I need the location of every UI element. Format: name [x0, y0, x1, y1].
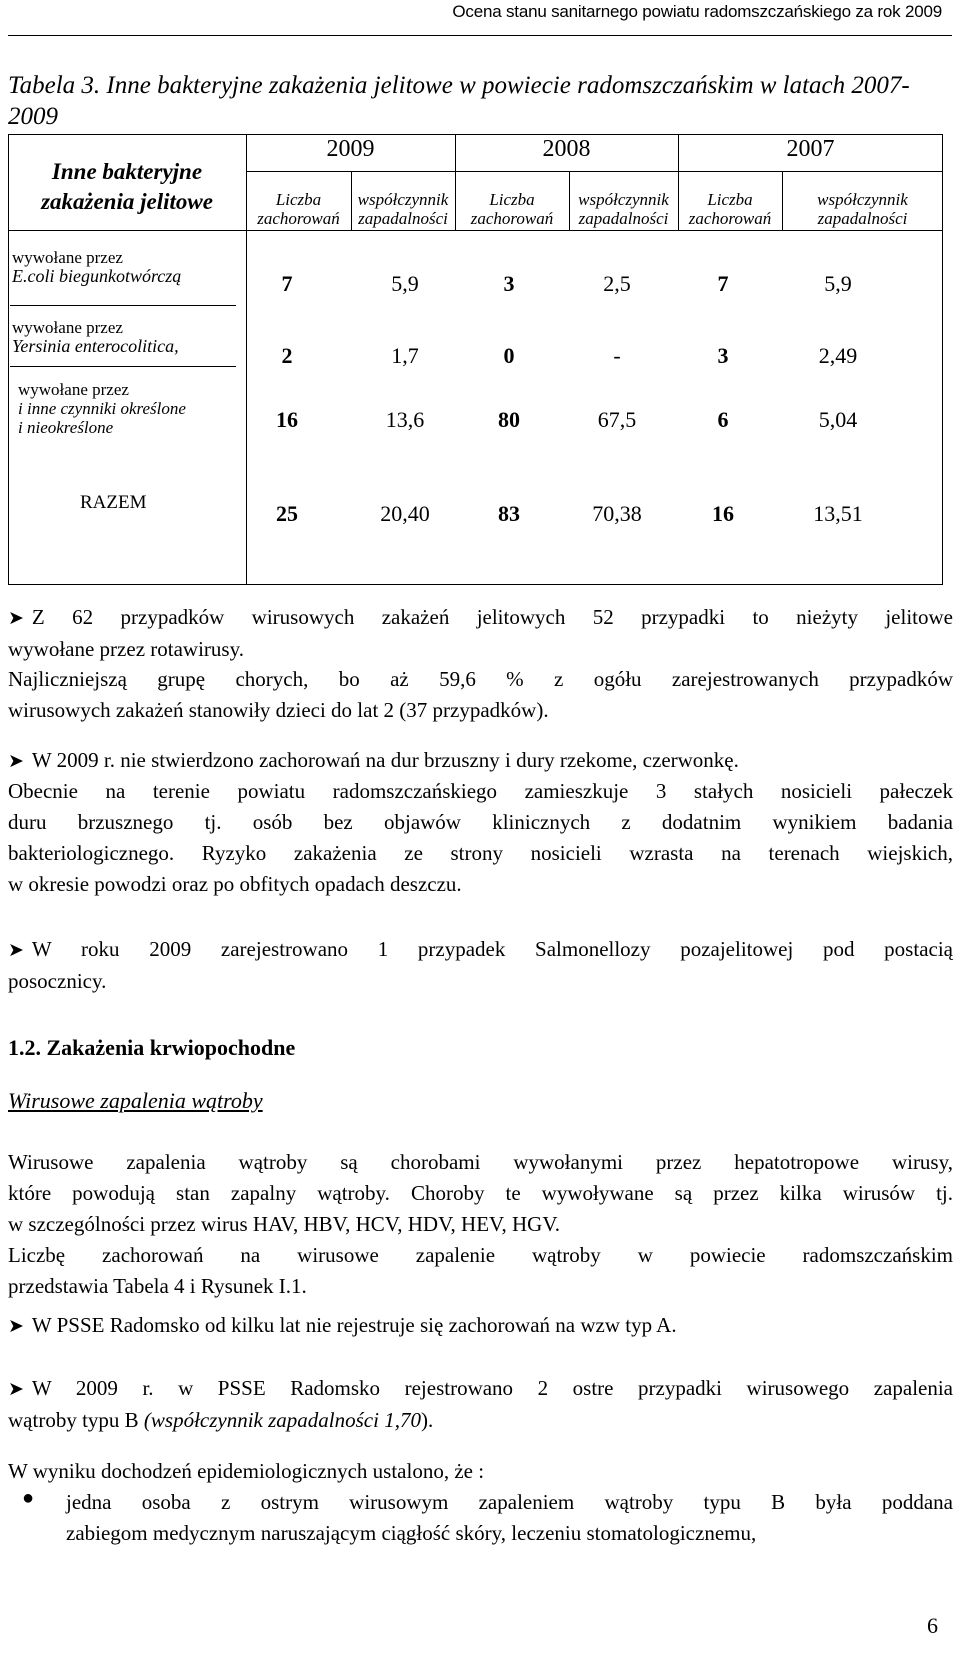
cell-value: 0: [503, 343, 515, 368]
arrow-bullet-icon: ➤: [8, 751, 24, 772]
section-heading: 1.2. Zakażenia krwiopochodne: [8, 1035, 296, 1060]
row-label-line: i inne czynniki określone: [18, 399, 186, 418]
text-line: jedna osoba z ostrym wirusowym zapaleniem wątroby typu B była poddana: [66, 1490, 953, 1514]
arrow-bullet-icon: ➤: [8, 940, 24, 961]
text-line: Liczbę zachorowań na wirusowe zapalenie wątroby w powiecie radomszczańskim: [8, 1243, 953, 1267]
col-header-line: Liczba: [707, 190, 753, 209]
arrow-bullet-icon: ➤: [8, 608, 24, 629]
row-label-line: wywołane przez: [18, 380, 129, 399]
text-line: bakteriologicznego. Ryzyko zakażenia ze strony nosicieli wzrasta na terenach wiejskich,: [8, 841, 953, 865]
row-label-razem: RAZEM: [80, 492, 147, 513]
cell-value: 5,9: [824, 271, 852, 296]
cell-value: 13,51: [813, 501, 863, 526]
col-header-liczba: [246, 190, 351, 228]
text-segment: ).: [420, 1408, 434, 1432]
bullet-item: [66, 1487, 953, 1549]
text-line: przedstawia Tabela 4 i Rysunek I.1.: [8, 1274, 307, 1298]
cell-value: 70,38: [592, 501, 642, 526]
cell-value: 67,5: [597, 407, 637, 432]
text-line: wywołane przez rotawirusy.: [8, 637, 244, 661]
paragraph-dur: [8, 745, 953, 777]
paragraph-rotawirusy: [8, 602, 953, 665]
paragraph-salmonelloza: [8, 934, 953, 997]
col-header-wspolczynnik: [782, 190, 943, 228]
col-header-line: współczynnik: [817, 190, 908, 209]
cell-value: 2,5: [603, 271, 631, 296]
cell-value: 16: [276, 407, 298, 432]
text-line: W PSSE Radomsko od kilku lat nie rejestruje się zachorowań na wzw typ A.: [31, 1313, 677, 1337]
paragraph-typ-a: [8, 1310, 953, 1342]
row-label-line: wywołane przez: [12, 318, 123, 337]
row-label-line: E.coli biegunkotwórczą: [12, 266, 182, 286]
cell-value: 5,04: [818, 407, 858, 432]
text-line: W 2009 r. nie stwierdzono zachorowań na dur brzuszny i dury rzekome, czerwonkę.: [31, 748, 739, 772]
text-line: zabiegom medycznym naruszającym ciągłość skóry, leczeniu stomatologicznemu,: [66, 1521, 757, 1545]
cell-value: 3: [503, 271, 515, 296]
running-header: Ocena stanu sanitarnego powiatu radomszczańskiego za rok 2009: [452, 2, 942, 21]
paragraph-nosiciele: [8, 776, 953, 900]
cell-value: 7: [281, 271, 293, 296]
row-label-line: Yersinia enterocolitica,: [12, 336, 179, 356]
bullet-dot-icon: ●: [22, 1487, 35, 1509]
cell-value: 25: [276, 501, 298, 526]
paragraph-typ-b: [8, 1373, 953, 1436]
cell-value: 83: [498, 501, 520, 526]
paragraph-najliczniejsza: [8, 664, 953, 726]
corner-title-line: zakażenia jelitowe: [41, 189, 213, 214]
row-label-yersinia: [12, 318, 179, 356]
col-header-line: zapadalności: [817, 209, 908, 228]
col-header-line: zapadalności: [578, 209, 669, 228]
cell-value: 6: [717, 407, 729, 432]
table-hline: [8, 230, 943, 231]
col-header-wspolczynnik: [569, 190, 678, 228]
paragraph-wynik: W wyniku dochodzeń epidemiologicznych ustalono, że :: [8, 1459, 485, 1483]
text-segment: wątroby typu B: [8, 1408, 144, 1432]
col-header-wspolczynnik: [351, 190, 455, 228]
corner-title-line: Inne bakteryjne: [51, 159, 203, 184]
cell-value: 2: [281, 343, 293, 368]
text-line: Obecnie na terenie powiatu radomszczańskiego zamieszkuje 3 stałych nosicieli pałeczek: [8, 779, 953, 803]
col-header-line: zachorowań: [688, 209, 772, 228]
text-line: duru brzusznego tj. osób bez objawów klinicznych z dodatnim wynikiem badania: [8, 810, 953, 834]
cell-value: 20,40: [380, 501, 430, 526]
row-separator: [10, 305, 236, 306]
text-line: Wirusowe zapalenia wątroby są chorobami wywołanymi przez hepatotropowe wirusy,: [8, 1150, 953, 1174]
table-corner-title: [8, 157, 246, 217]
text-line: w okresie powodzi oraz po obfitych opadach deszczu.: [8, 872, 462, 896]
row-label-inne: [18, 380, 186, 437]
table-caption: Tabela 3. Inne bakteryjne zakażenia jelitowe w powiecie radomszczańskim w latach 2007- 2009: [8, 72, 910, 130]
text-line: w szczególności przez wirus HAV, HBV, HCV, HDV, HEV, HGV.: [8, 1212, 561, 1236]
cell-value: 13,6: [385, 407, 425, 432]
header-rule: [8, 35, 952, 36]
text-line: Najliczniejszą grupę chorych, bo aż 59,6 % z ogółu zarejestrowanych przypadków: [8, 667, 953, 691]
cell-value: -: [613, 343, 621, 368]
text-line: W roku 2009 zarejestrowano 1 przypadek Salmonellozy pozajelitowej pod postacią: [31, 937, 953, 961]
arrow-bullet-icon: ➤: [8, 1316, 24, 1337]
text-line: posocznicy.: [8, 969, 107, 993]
row-separator: [10, 366, 236, 367]
col-header-line: zapadalności: [358, 209, 448, 228]
text-line: W 2009 r. w PSSE Radomsko rejestrowano 2 ostre przypadki wirusowego zapalenia: [31, 1376, 953, 1400]
row-label-line: i nieokreślone: [18, 418, 114, 437]
col-header-line: współczynnik: [578, 190, 669, 209]
subheading: Wirusowe zapalenia wątroby: [8, 1088, 263, 1113]
text-line: które powodują stan zapalny wątroby. Choroby te wywoływane są przez kilka wirusów tj.: [8, 1181, 953, 1205]
text-line: wirusowych zakażeń stanowiły dzieci do lat 2 (37 przypadków).: [8, 698, 549, 722]
row-label-ecoli: [12, 248, 181, 286]
year-header-2008: 2008: [542, 136, 591, 162]
text-line: Z 62 przypadków wirusowych zakażeń jelitowych 52 przypadki to nieżyty jelitowe: [31, 605, 953, 629]
col-header-line: współczynnik: [357, 190, 449, 209]
arrow-bullet-icon: ➤: [8, 1379, 24, 1400]
col-header-liczba: [678, 190, 782, 228]
table-hline: [246, 171, 943, 172]
year-header-2009: 2009: [326, 136, 375, 162]
cell-value: 3: [717, 343, 729, 368]
year-header-2007: 2007: [786, 136, 835, 162]
row-label-line: wywołane przez: [12, 248, 123, 267]
page-number: 6: [927, 1613, 938, 1638]
col-header-line: Liczba: [489, 190, 535, 209]
col-header-liczba: [455, 190, 569, 228]
col-header-line: Liczba: [275, 190, 322, 209]
cell-value: 7: [717, 271, 729, 296]
text-segment: (współczynnik zapadalności 1,70: [143, 1408, 421, 1432]
cell-value: 80: [498, 407, 520, 432]
paragraph-wzw: [8, 1147, 953, 1302]
cell-value: 1,7: [391, 343, 419, 368]
cell-value: 5,9: [391, 271, 419, 296]
cell-value: 16: [712, 501, 734, 526]
col-header-line: zachorowań: [257, 209, 340, 228]
col-header-line: zachorowań: [470, 209, 554, 228]
cell-value: 2,49: [818, 343, 858, 368]
